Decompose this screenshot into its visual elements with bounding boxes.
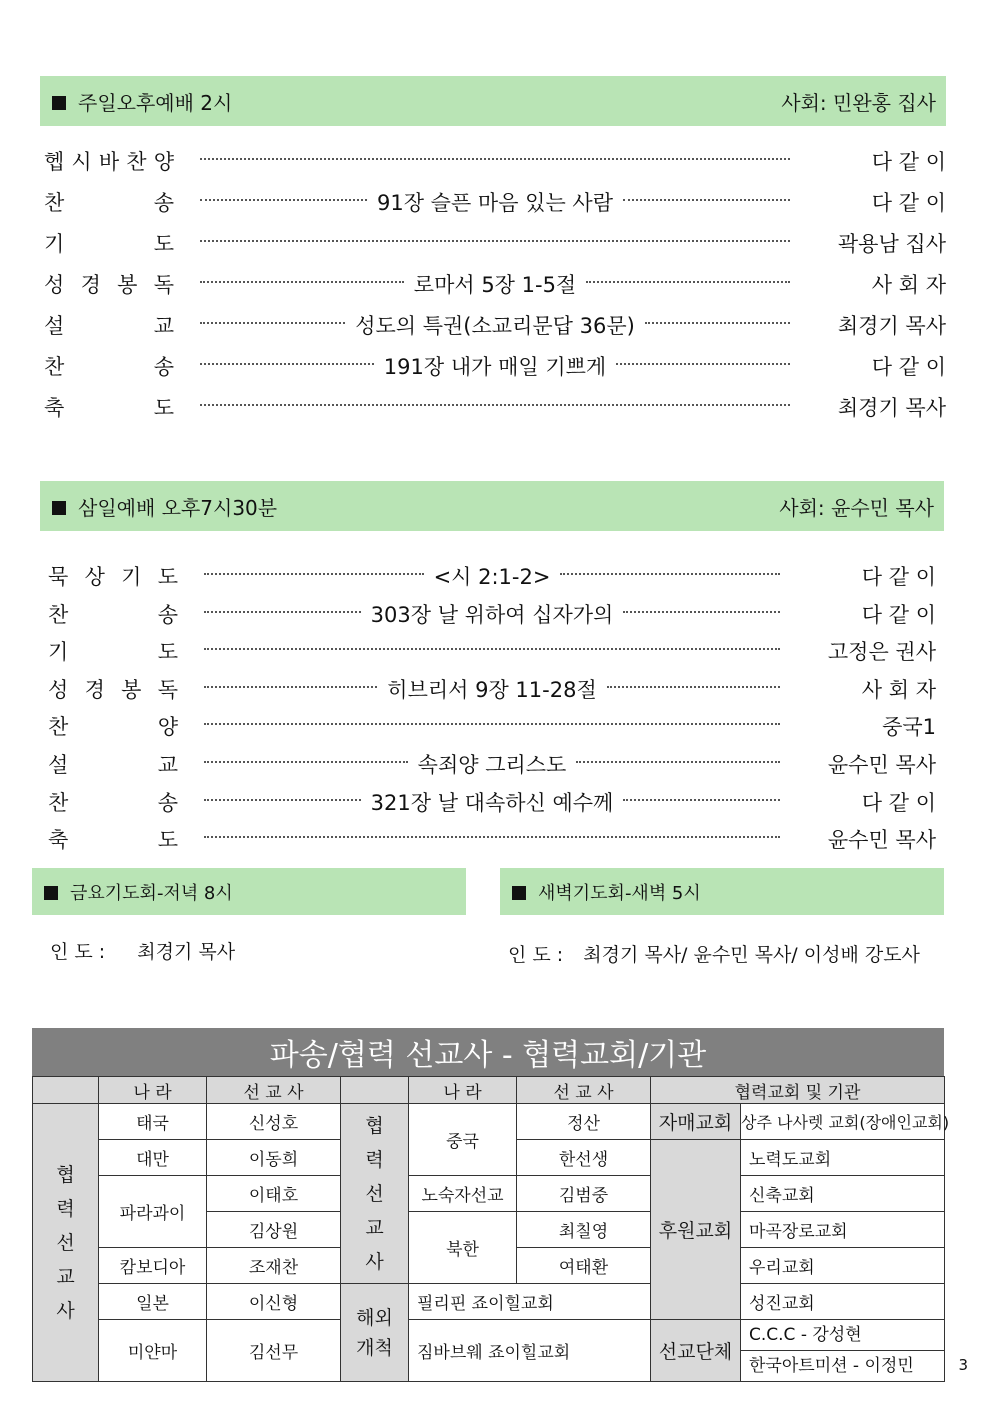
program-row xyxy=(48,674,936,704)
program-row xyxy=(44,187,946,217)
wednesday-service-title: 삼일예배 오후7시30분 xyxy=(78,495,278,520)
program-presenter: 다 같 이 xyxy=(861,565,936,589)
sunday-service-header xyxy=(40,76,946,126)
program-leader-dots xyxy=(204,749,780,779)
page-number: 3 xyxy=(958,1356,968,1374)
friday-prayer-header xyxy=(32,868,466,915)
program-presenter: 최경기 목사 xyxy=(837,396,946,420)
program-label: 헵 시 바 찬 양 xyxy=(44,150,174,174)
country-cell: 태국 xyxy=(99,1104,207,1140)
program-label: 찬 송 xyxy=(44,355,174,379)
program-presenter: 다 같 이 xyxy=(861,602,936,627)
missionary-cell: 이동희 xyxy=(207,1140,341,1176)
missionary-cell: 조재찬 xyxy=(207,1248,341,1284)
org-label: 선교단체 xyxy=(651,1320,741,1382)
country-cell: 중국 xyxy=(409,1104,517,1176)
program-presenter: 다 같 이 xyxy=(871,355,946,379)
wednesday-service-header xyxy=(40,481,944,531)
sunday-service-leader: 사회: 민완홍 집사 xyxy=(781,90,936,115)
sister-church: 상주 나사렛 교회(장애인교회) xyxy=(741,1104,945,1140)
program-leader-dots xyxy=(204,674,780,704)
square-bullet-icon xyxy=(44,886,58,900)
dotted-leader xyxy=(200,363,374,365)
dotted-leader xyxy=(623,799,780,801)
program-presenter: 다 같 이 xyxy=(861,790,936,815)
missions-title: 파송/협력 선교사 - 협력교회/기관 xyxy=(32,1028,944,1076)
dotted-leader xyxy=(200,199,367,201)
program-content: <시 2:1-2> xyxy=(433,565,551,589)
program-row xyxy=(48,599,936,629)
header-country: 나 라 xyxy=(409,1077,517,1104)
program-label: 설 교 xyxy=(48,753,178,777)
program-row xyxy=(48,824,936,854)
dawn-leader xyxy=(508,940,920,967)
program-row xyxy=(44,269,946,299)
missionary-cell: 신성호 xyxy=(207,1104,341,1140)
support-church: 노력도교회 xyxy=(741,1140,945,1176)
program-row xyxy=(44,351,946,381)
support-church: 마곡장로교회 xyxy=(741,1212,945,1248)
program-leader-dots xyxy=(204,650,780,652)
program-label: 찬 양 xyxy=(48,715,178,740)
header-churches: 협력교회 및 기관 xyxy=(651,1077,945,1104)
missionary-cell: 김범중 xyxy=(517,1176,651,1212)
dotted-leader xyxy=(204,799,361,801)
missionary-cell: 여태환 xyxy=(517,1248,651,1284)
dotted-leader xyxy=(645,322,790,324)
header-country: 나 라 xyxy=(99,1077,207,1104)
program-presenter: 다 같 이 xyxy=(871,191,946,215)
program-label: 성 경 봉 독 xyxy=(44,273,174,297)
dotted-leader xyxy=(576,761,780,763)
program-label: 축 도 xyxy=(48,828,178,853)
friday-leader-label: 인 도 : xyxy=(50,941,106,963)
header-missionary: 선 교 사 xyxy=(207,1077,341,1104)
dawn-prayer-title: 새벽기도회-새벽 5시 xyxy=(538,882,701,904)
dotted-leader xyxy=(200,281,404,283)
dawn-leader-label: 인 도 : xyxy=(508,944,564,966)
overseas-label-text: 해외 개척 xyxy=(356,1306,393,1359)
program-content: 성도의 특권(소교리문답 36문) xyxy=(355,314,635,338)
program-label: 찬 송 xyxy=(44,191,174,215)
square-bullet-icon xyxy=(52,96,66,110)
country-cell: 파라과이 xyxy=(99,1176,207,1248)
missions-table xyxy=(32,1076,950,1382)
program-row xyxy=(44,228,946,258)
program-leader-dots xyxy=(204,561,780,591)
dotted-leader xyxy=(204,686,377,688)
program-row xyxy=(48,749,936,779)
dawn-leader-names: 최경기 목사/ 윤수민 목사/ 이성배 강도사 xyxy=(583,944,920,966)
program-presenter: 사 회 자 xyxy=(871,273,946,297)
program-label: 기 도 xyxy=(44,232,174,256)
program-leader-dots xyxy=(200,187,790,217)
header-blank xyxy=(33,1077,99,1104)
dotted-leader xyxy=(204,648,780,650)
dotted-leader xyxy=(200,158,790,160)
dotted-leader xyxy=(607,686,780,688)
program-presenter: 고정은 권사 xyxy=(827,640,936,665)
country-cell: 북한 xyxy=(409,1212,517,1284)
program-row xyxy=(48,711,936,741)
dotted-leader xyxy=(204,761,408,763)
program-presenter: 다 같 이 xyxy=(871,150,946,174)
friday-prayer-title: 금요기도회-저녁 8시 xyxy=(70,882,233,904)
program-content: 로마서 5장 1-5절 xyxy=(413,273,577,297)
support-church: 성진교회 xyxy=(741,1284,945,1320)
program-presenter: 곽용남 집사 xyxy=(837,232,946,256)
program-row xyxy=(44,146,946,176)
org-list xyxy=(741,1320,945,1382)
support-church-label: 후원교회 xyxy=(651,1140,741,1320)
program-row xyxy=(48,787,936,817)
program-leader-dots xyxy=(204,599,780,629)
group-label xyxy=(33,1104,99,1382)
friday-leader xyxy=(50,937,235,964)
program-label: 축 도 xyxy=(44,396,174,420)
program-presenter: 사 회 자 xyxy=(861,677,936,702)
support-church: 우리교회 xyxy=(741,1248,945,1284)
program-presenter: 윤수민 목사 xyxy=(827,753,936,777)
square-bullet-icon xyxy=(512,886,526,900)
missionary-cell: 이태호 xyxy=(207,1176,341,1212)
missionary-cell: 이신형 xyxy=(207,1284,341,1320)
program-content: 속죄양 그리스도 xyxy=(417,753,567,777)
program-leader-dots xyxy=(200,242,790,244)
program-label: 찬 송 xyxy=(48,790,178,815)
program-leader-dots xyxy=(200,406,790,408)
program-row xyxy=(48,561,936,591)
dotted-leader xyxy=(616,363,790,365)
country-cell: 미얀마 xyxy=(99,1320,207,1382)
country-cell: 노숙자선교 xyxy=(409,1176,517,1212)
program-content: 히브리서 9장 11-28절 xyxy=(387,677,597,702)
wednesday-service-leader: 사회: 윤수민 목사 xyxy=(779,495,934,520)
dotted-leader xyxy=(623,199,790,201)
missionary-cell: 김상원 xyxy=(207,1212,341,1248)
missionary-cell: 김선무 xyxy=(207,1320,341,1382)
program-label: 성 경 봉 독 xyxy=(48,677,178,702)
square-bullet-icon xyxy=(52,501,66,515)
program-row xyxy=(48,636,936,666)
dotted-leader xyxy=(200,240,790,242)
program-leader-dots xyxy=(204,838,780,840)
overseas-label xyxy=(341,1284,409,1382)
group-label xyxy=(341,1104,409,1284)
country-cell: 대만 xyxy=(99,1140,207,1176)
program-presenter: 중국1 xyxy=(882,715,936,740)
program-label: 기 도 xyxy=(48,640,178,665)
country-cell: 일본 xyxy=(99,1284,207,1320)
program-label: 설 교 xyxy=(44,314,174,338)
overseas-church: 짐바브웨 죠이힐교회 xyxy=(409,1320,651,1382)
sunday-service-title: 주일오후예배 2시 xyxy=(78,90,233,115)
program-row xyxy=(44,310,946,340)
dotted-leader xyxy=(200,404,790,406)
group-label-text: 협 력 선 교 사 xyxy=(56,1163,75,1322)
program-presenter: 윤수민 목사 xyxy=(827,828,936,853)
header-missionary: 선 교 사 xyxy=(517,1077,651,1104)
org-item: C.C.C - 강성현 xyxy=(741,1320,944,1351)
missionary-cell: 정산 xyxy=(517,1104,651,1140)
support-church: 신축교회 xyxy=(741,1176,945,1212)
program-leader-dots xyxy=(204,787,780,817)
dotted-leader xyxy=(204,611,361,613)
program-leader-dots xyxy=(204,725,780,727)
program-presenter: 최경기 목사 xyxy=(837,314,946,338)
program-leader-dots xyxy=(200,310,790,340)
dotted-leader xyxy=(560,573,780,575)
program-leader-dots xyxy=(200,160,790,162)
missionary-cell: 한선생 xyxy=(517,1140,651,1176)
program-content: 321장 날 대속하신 예수께 xyxy=(370,790,614,815)
sister-church-label: 자매교회 xyxy=(651,1104,741,1140)
group-label-text: 협 력 선 교 사 xyxy=(365,1114,384,1273)
dotted-leader xyxy=(200,322,345,324)
country-cell: 캄보디아 xyxy=(99,1248,207,1284)
program-content: 303장 날 위하여 십자가의 xyxy=(370,602,614,627)
program-content: 91장 슬픈 마음 있는 사람 xyxy=(377,191,613,215)
dotted-leader xyxy=(623,611,780,613)
overseas-church: 필리핀 죠이힐교회 xyxy=(409,1284,651,1320)
dotted-leader xyxy=(586,281,790,283)
program-label: 묵 상 기 도 xyxy=(48,565,178,589)
header-blank xyxy=(341,1077,409,1104)
dotted-leader xyxy=(204,573,424,575)
dotted-leader xyxy=(204,836,780,838)
dawn-prayer-header xyxy=(500,868,944,915)
org-item: 한국아트미션 - 이정민 xyxy=(749,1356,914,1376)
program-label: 찬 송 xyxy=(48,602,178,627)
program-row xyxy=(44,392,946,422)
program-content: 191장 내가 매일 기쁘게 xyxy=(383,355,607,379)
friday-leader-name: 최경기 목사 xyxy=(137,941,236,963)
program-leader-dots xyxy=(200,351,790,381)
dotted-leader xyxy=(204,723,780,725)
program-leader-dots xyxy=(200,269,790,299)
missionary-cell: 최칠영 xyxy=(517,1212,651,1248)
